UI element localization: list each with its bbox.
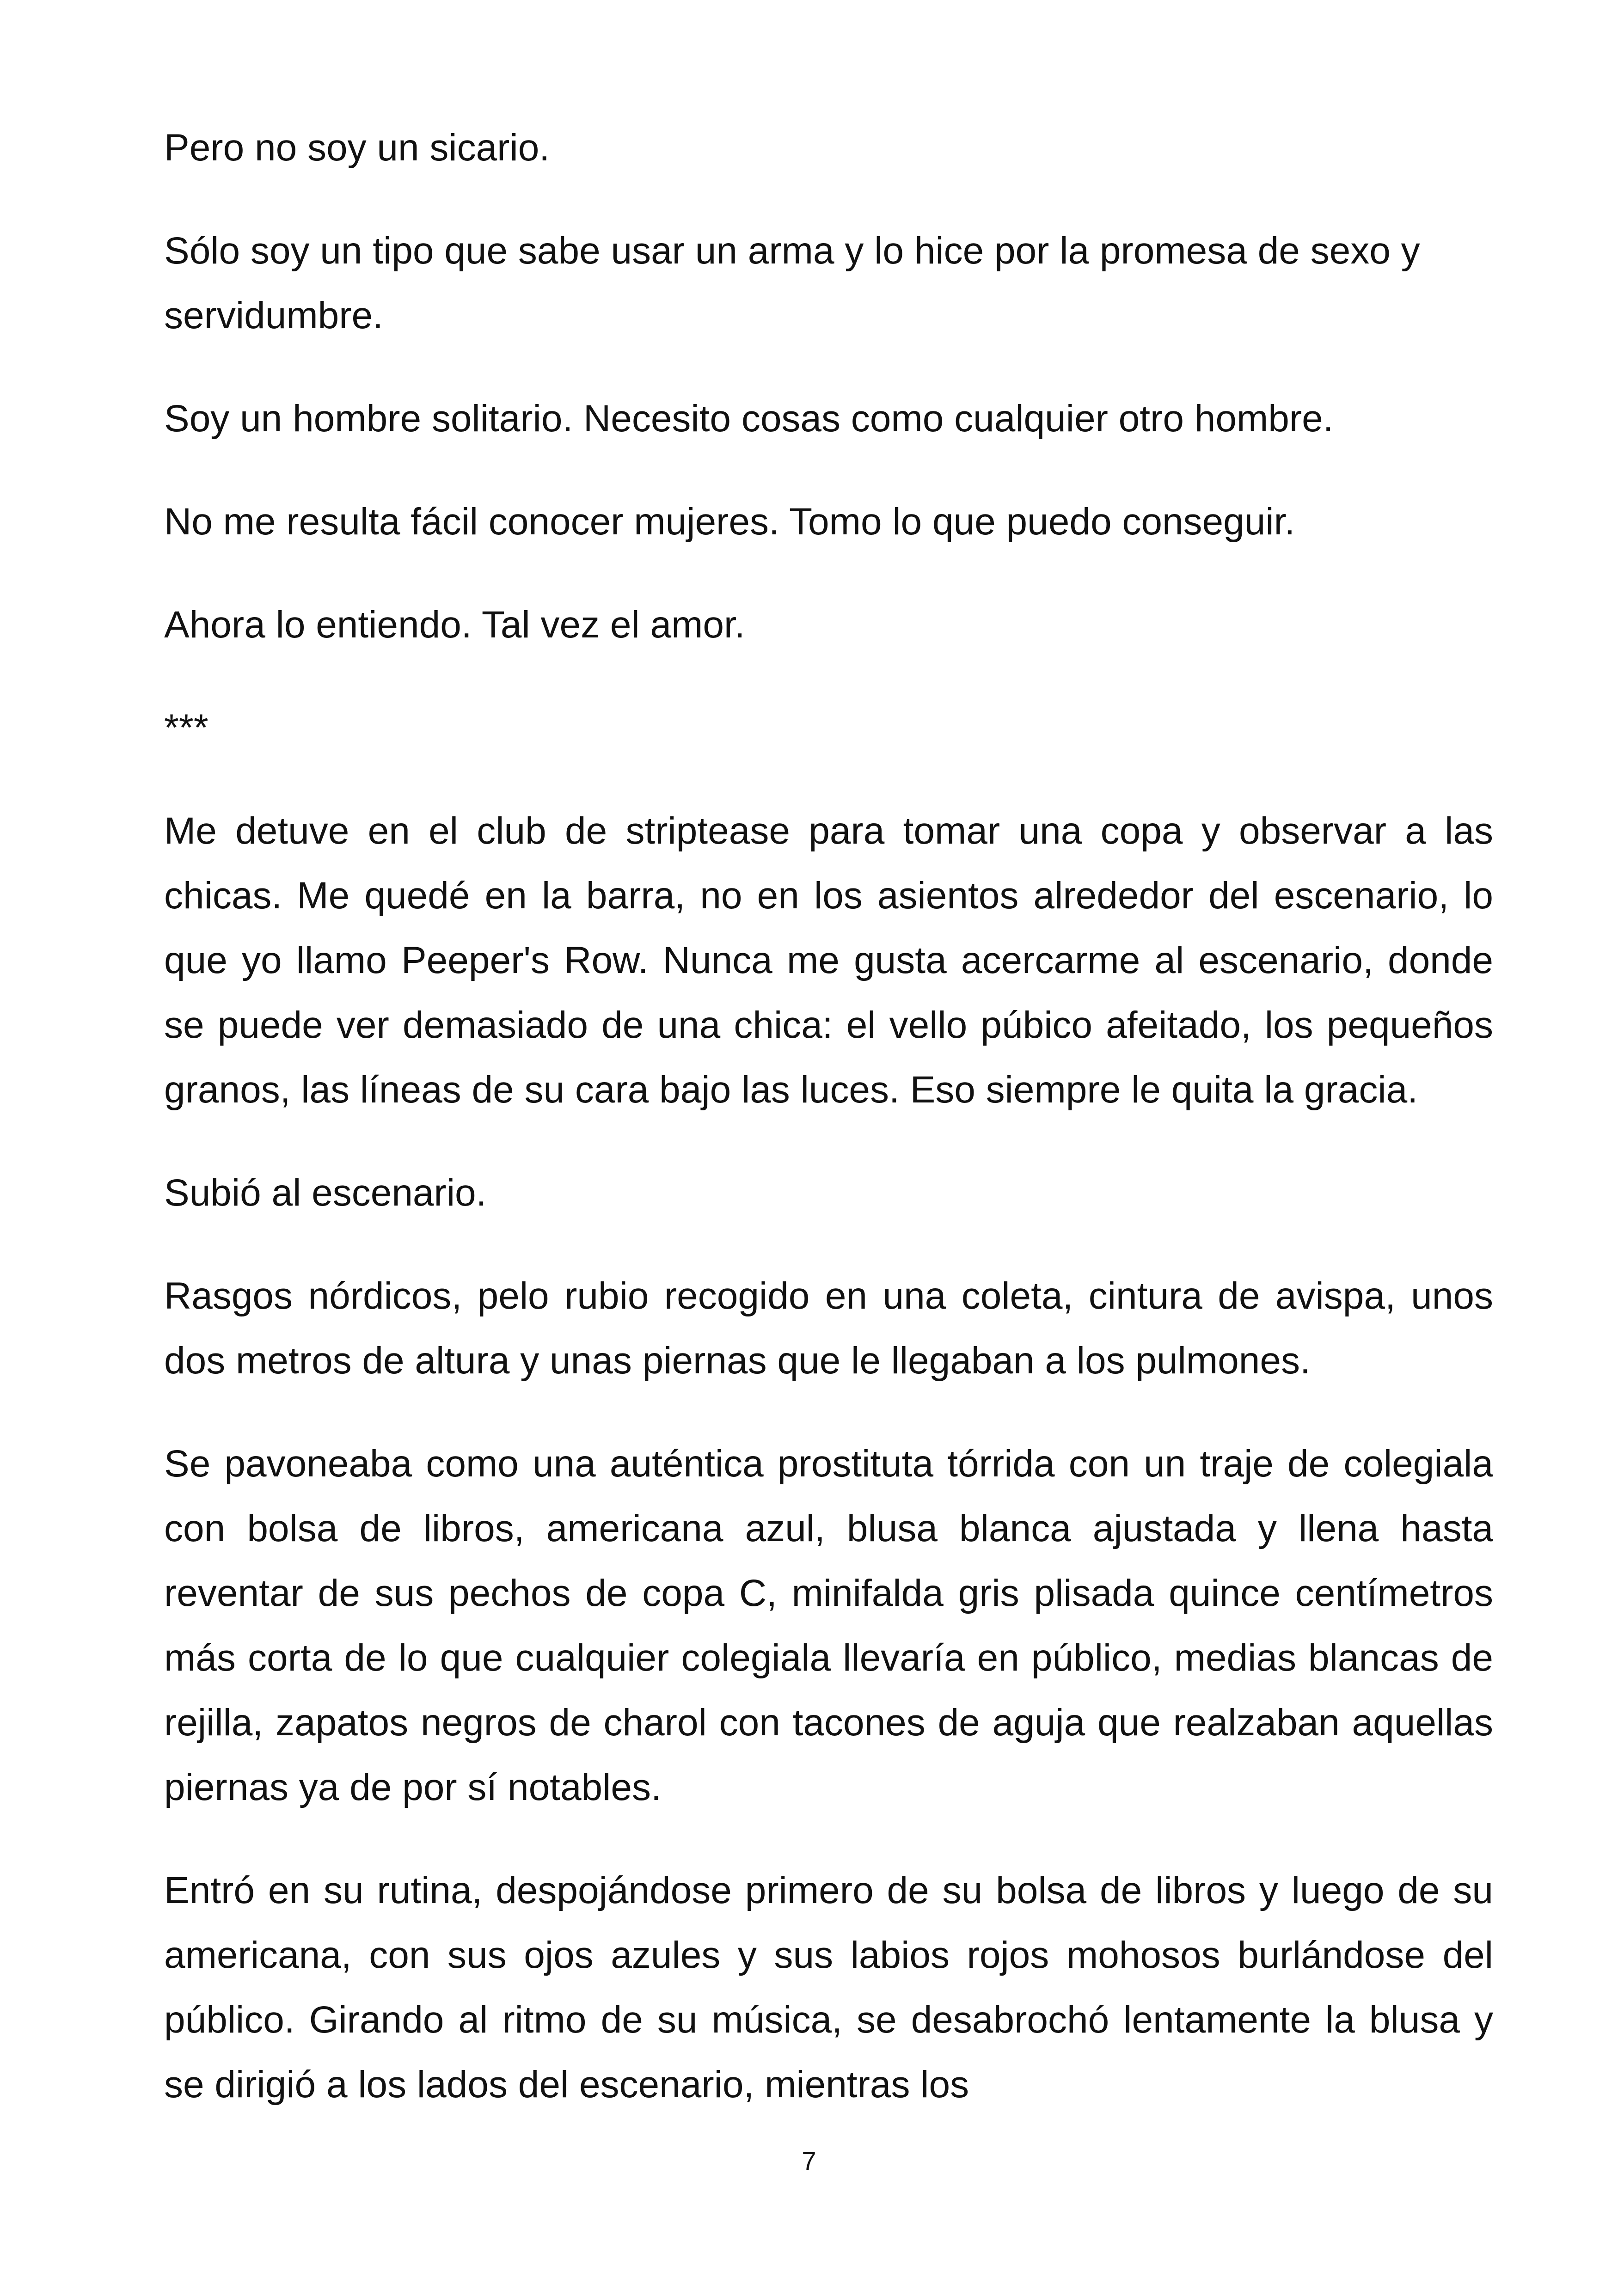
paragraph-1: Pero no soy un sicario. [164, 127, 550, 169]
section-break: *** [164, 707, 208, 749]
paragraph-8: Rasgos nórdicos, pelo rubio recogido en una coleta, cintura de avispa, unos dos metros de altura y unas piernas que le llegaban a los pulmones. [164, 1275, 1493, 1382]
paragraph-10: Entró en su rutina, despojándose primero de su bolsa de libros y luego de su americana, con sus ojos azules y sus labios rojos mohosos burlándose del público. Girando al ritmo de su música, se desabrochó lentamente la blusa y se dirigió a los lados del escenario, mientras los [164, 1869, 1493, 2106]
paragraph-2: Sólo soy un tipo que sabe usar un arma y lo hice por la promesa de sexo y servidumbre. [164, 230, 1420, 337]
page-number: 7 [802, 2146, 816, 2175]
body-text [164, 116, 1493, 2155]
paragraph-3: Soy un hombre solitario. Necesito cosas como cualquier otro hombre. [164, 398, 1334, 440]
paragraph-9: Se pavoneaba como una auténtica prostituta tórrida con un traje de colegiala con bolsa de libros, americana azul, blusa blanca ajustada y llena hasta reventar de sus pechos de copa C, minifalda gris plisada quince centímetros más corta de lo que cualquier colegiala llevaría en público, medias blancas de rejilla, zapatos negros de charol con tacones de aguja que realzaban aquellas piernas ya de por sí notables. [164, 1443, 1493, 1808]
paragraph-6: Me detuve en el club de striptease para tomar una copa y observar a las chicas. Me quedé en la barra, no en los asientos alrededor del escenario, lo que yo llamo Peeper's Row. Nunca me gusta acercarme al escenario, donde se puede ver demasiado de una chica: el vello púbico afeitado, los pequeños granos, las líneas de su cara bajo las luces. Eso siempre le quita la gracia. [164, 810, 1493, 1111]
paragraph-4: No me resulta fácil conocer mujeres. Tomo lo que puedo conseguir. [164, 501, 1295, 543]
paragraph-5: Ahora lo entiendo. Tal vez el amor. [164, 604, 745, 646]
paragraph-7: Subió al escenario. [164, 1172, 487, 1214]
